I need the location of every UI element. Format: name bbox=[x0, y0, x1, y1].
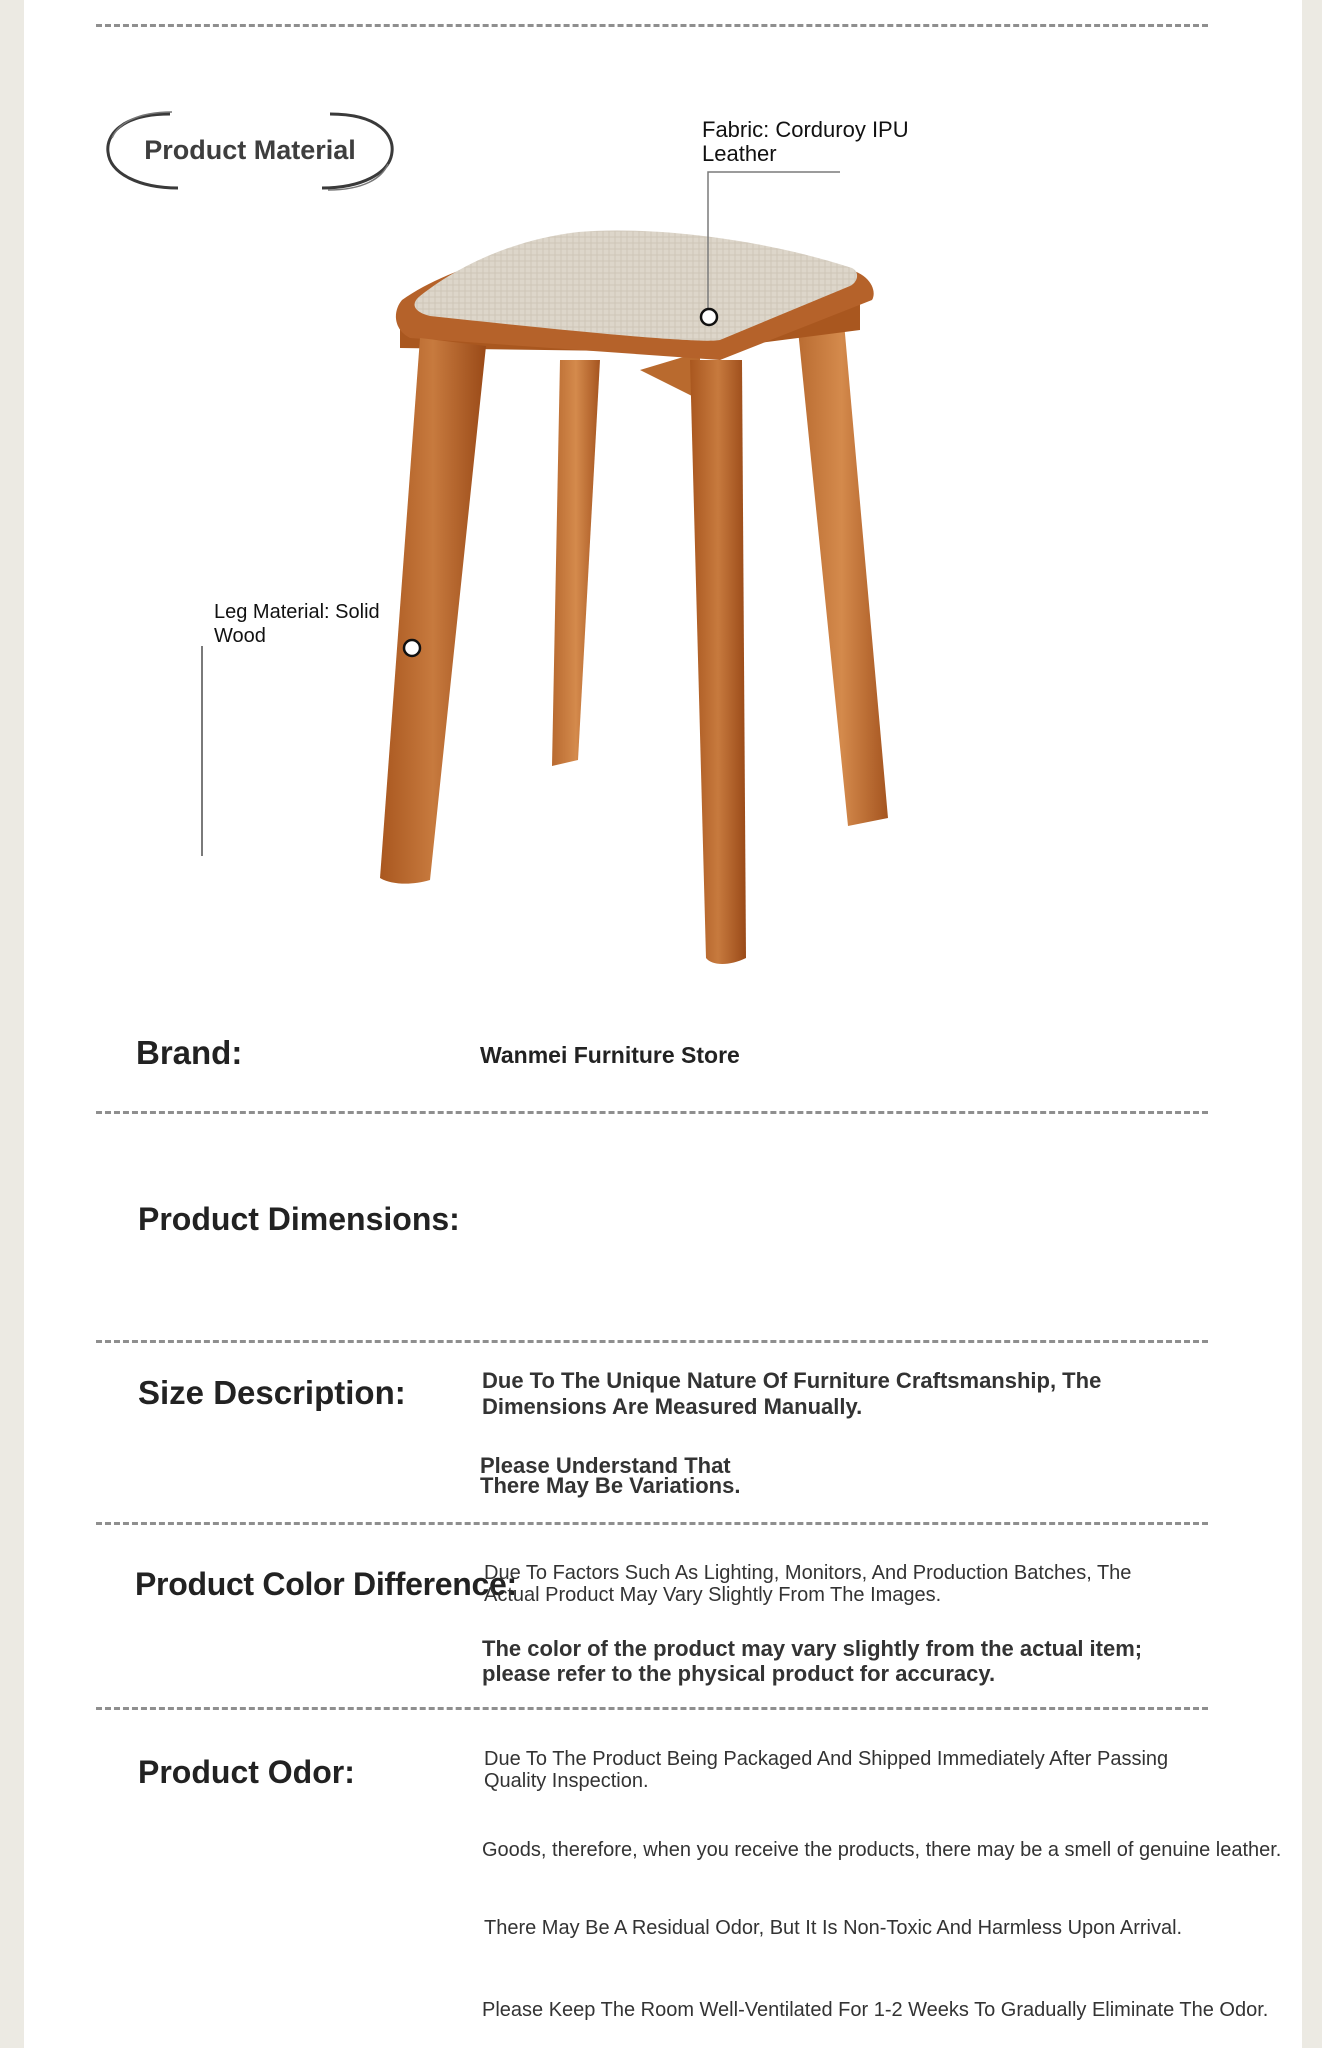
front-right-leg bbox=[690, 360, 746, 964]
back-left-leg bbox=[552, 360, 600, 766]
divider-color bbox=[96, 1707, 1208, 1710]
badge-label: Product Material bbox=[144, 135, 356, 165]
odor-line3: There May Be A Residual Odor, But It Is Non-Toxic And Harmless Upon Arrival. bbox=[484, 1917, 1183, 1939]
divider-dimensions bbox=[96, 1340, 1208, 1343]
size-description-label: Size Description: bbox=[138, 1374, 406, 1411]
odor-line2: Goods, therefore, when you receive the products, there may be a smell of genuine leather. bbox=[482, 1839, 1282, 1861]
size-description-line2: Please Understand That There May Be Variations. bbox=[480, 1453, 741, 1498]
fabric-callout-dot bbox=[701, 309, 717, 325]
color-difference-label: Product Color Difference: bbox=[135, 1566, 517, 1602]
divider-size bbox=[96, 1522, 1208, 1525]
brand-label: Brand: bbox=[136, 1034, 243, 1071]
leg-callout-text: Leg Material: Solid Wood bbox=[214, 601, 380, 647]
brand-value: Wanmei Furniture Store bbox=[480, 1042, 740, 1068]
color-difference-line1: Due To Factors Such As Lighting, Monitors, And Production Batches, The Actual Product May Vary Slightly From The Images. bbox=[484, 1562, 1132, 1606]
odor-label: Product Odor: bbox=[138, 1754, 355, 1790]
back-right-leg bbox=[795, 300, 888, 826]
color-difference-line2: The color of the product may vary slightly from the actual item; please refer to the physical product for accuracy. bbox=[482, 1636, 1143, 1686]
dimensions-label: Product Dimensions: bbox=[138, 1201, 460, 1237]
fabric-callout-text: Fabric: Corduroy IPU Leather bbox=[702, 117, 909, 166]
divider-brand bbox=[96, 1111, 1208, 1114]
stool-product-image bbox=[0, 0, 1322, 1000]
odor-line1: Due To The Product Being Packaged And Shipped Immediately After Passing Quality Inspection. bbox=[484, 1748, 1169, 1792]
size-description-line1: Due To The Unique Nature Of Furniture Craftsmanship, The Dimensions Are Measured Manually. bbox=[482, 1368, 1102, 1419]
odor-line4: Please Keep The Room Well-Ventilated For 1-2 Weeks To Gradually Eliminate The Odor. bbox=[482, 1999, 1269, 2021]
